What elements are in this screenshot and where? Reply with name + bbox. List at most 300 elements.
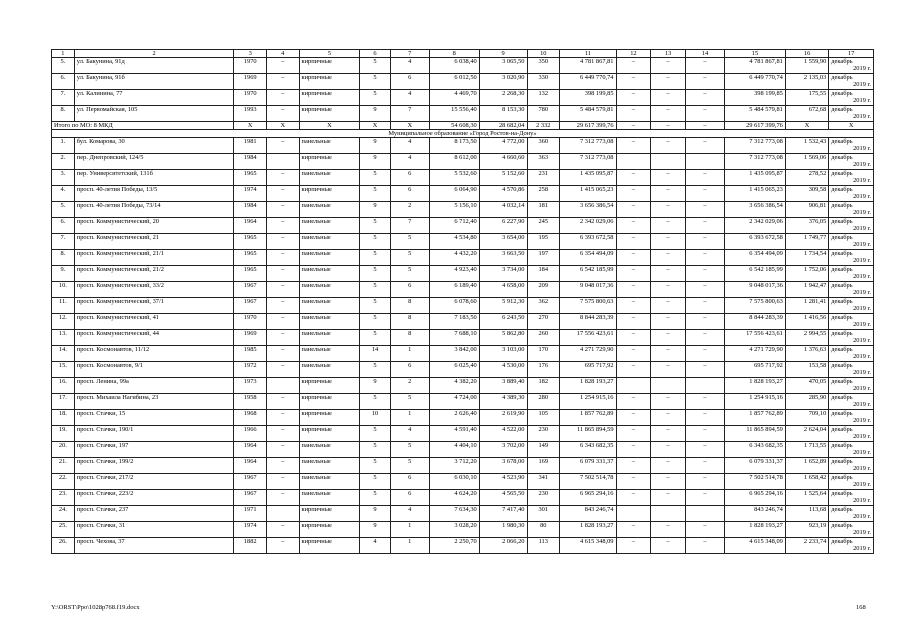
address-cell: просп. Космонавтов, 11/12 <box>74 346 234 362</box>
repair-cost-cell: 17 556 423,61 <box>560 330 616 346</box>
repair-cost-cell: 6 354 494,09 <box>560 250 616 266</box>
unit-cost-cell: 1 942,47 <box>785 282 828 298</box>
col4-cell: – <box>266 522 299 538</box>
col4-cell <box>266 154 299 170</box>
total-area-cell: 4 534,80 <box>429 234 479 250</box>
wall-material-cell: кирпичные <box>299 522 360 538</box>
year-cell: 1965 <box>234 170 267 186</box>
entrances-cell: 4 <box>390 506 429 522</box>
unit-cost-cell: 285,90 <box>785 394 828 410</box>
footer-file-path: Y:\ORST\Ppo\1028p768.f19.docx <box>51 604 140 611</box>
floors-cell: 5 <box>360 234 390 250</box>
col13-cell: – <box>651 314 686 330</box>
repair-cost-cell: 4 271 729,90 <box>560 346 616 362</box>
col4-cell: – <box>266 458 299 474</box>
row-number-cell: 24. <box>52 506 75 522</box>
col4-cell: – <box>266 234 299 250</box>
year-cell: 1964 <box>234 458 267 474</box>
deadline-cell: декабрь 2019 г. <box>829 490 874 506</box>
row-number-cell: 5. <box>52 202 75 218</box>
address-cell: просп. Стачки, 223/2 <box>74 490 234 506</box>
address-cell: ул. Бакунина, 91д <box>74 58 234 74</box>
wall-material-cell: панельные <box>299 330 360 346</box>
address-cell: просп. Коммунистический, 37/1 <box>74 298 234 314</box>
col4-cell: – <box>266 330 299 346</box>
wall-material-cell: панельные <box>299 442 360 458</box>
living-area-cell: 4 530,00 <box>479 362 527 378</box>
entrances-cell: 7 <box>390 218 429 234</box>
total-cost-cell: 7 502 514,78 <box>725 474 786 490</box>
entrances-cell: 6 <box>390 362 429 378</box>
deadline-cell: декабрь 2019 г. <box>829 314 874 330</box>
col12-cell: – <box>616 362 651 378</box>
floors-cell: 5 <box>360 490 390 506</box>
deadline-cell: декабрь 2019 г. <box>829 266 874 282</box>
unit-cost-cell: 376,05 <box>785 218 828 234</box>
residents-cell: 182 <box>527 378 560 394</box>
wall-material-cell: панельные <box>299 298 360 314</box>
deadline-cell: декабрь 2019 г. <box>829 506 874 522</box>
col13-cell: – <box>651 58 686 74</box>
total-area-cell: 7 183,50 <box>429 314 479 330</box>
address-cell: просп. Коммунистический, 41 <box>74 314 234 330</box>
floors-cell: 5 <box>360 314 390 330</box>
deadline-cell: декабрь 2019 г. <box>829 90 874 106</box>
wall-material-cell: панельные <box>299 346 360 362</box>
entrances-cell: 6 <box>390 490 429 506</box>
col12-cell: – <box>616 186 651 202</box>
entrances-cell: 1 <box>390 410 429 426</box>
year-cell: 1966 <box>234 426 267 442</box>
year-cell: 1973 <box>234 378 267 394</box>
floors-cell: 14 <box>360 346 390 362</box>
col12-cell: – <box>616 250 651 266</box>
floors-cell: 9 <box>360 138 390 154</box>
unit-cost-cell: 1 658,42 <box>785 474 828 490</box>
col12-cell: – <box>616 282 651 298</box>
living-area-cell: 5 862,80 <box>479 330 527 346</box>
repair-cost-cell: 6 343 682,35 <box>560 442 616 458</box>
entrances-cell: 4 <box>390 58 429 74</box>
table-row <box>52 90 874 106</box>
residents-cell: 360 <box>527 138 560 154</box>
col12-cell: – <box>616 266 651 282</box>
total-cost-cell: 7 575 800,63 <box>725 298 786 314</box>
residents-cell: 80 <box>527 522 560 538</box>
floors-cell: 9 <box>360 522 390 538</box>
col13-cell <box>651 378 686 394</box>
row-number-cell: 17. <box>52 394 75 410</box>
repair-cost-cell: 1 828 193,27 <box>560 522 616 538</box>
entrances-cell: 8 <box>390 298 429 314</box>
deadline-cell: декабрь 2019 г. <box>829 138 874 154</box>
col14-cell <box>685 154 724 170</box>
col12-cell: – <box>616 426 651 442</box>
table-row <box>52 266 874 282</box>
address-cell: просп. 40-летия Победы, 13/5 <box>74 186 234 202</box>
entrances-cell: 2 <box>390 202 429 218</box>
floors-cell: 5 <box>360 298 390 314</box>
floors-cell: 5 <box>360 58 390 74</box>
total-cost-cell: 2 342 029,06 <box>725 218 786 234</box>
col14-cell: – <box>685 426 724 442</box>
repair-cost-cell: 695 717,92 <box>560 362 616 378</box>
total-area-cell: 8 173,50 <box>429 138 479 154</box>
wall-material-cell: кирпичные <box>299 186 360 202</box>
year-cell: 1974 <box>234 522 267 538</box>
total-cost-cell: 6 449 770,74 <box>725 74 786 90</box>
row-number-cell: 21. <box>52 458 75 474</box>
entrances-cell: 6 <box>390 170 429 186</box>
table-row <box>52 74 874 90</box>
address-cell: просп. Стачки, 190/1 <box>74 426 234 442</box>
table-row <box>52 506 874 522</box>
col-num-cell: 14 <box>685 50 724 58</box>
floors-cell: 5 <box>360 474 390 490</box>
year-cell: 1984 <box>234 202 267 218</box>
total-cost-cell: 7 312 773,08 <box>725 154 786 170</box>
total-cost-cell: 6 354 494,09 <box>725 250 786 266</box>
entrances-cell: 5 <box>390 394 429 410</box>
section-title-row <box>52 130 874 138</box>
residents-cell: 181 <box>527 202 560 218</box>
table-row <box>52 154 874 170</box>
col12-cell: – <box>616 394 651 410</box>
year-cell: 1969 <box>234 330 267 346</box>
total-cost-cell: 8 844 283,39 <box>725 314 786 330</box>
year-cell: 1967 <box>234 474 267 490</box>
floors-cell: 5 <box>360 426 390 442</box>
entrances-cell: 1 <box>390 346 429 362</box>
total-c12-cell: – <box>616 122 651 130</box>
row-number-cell: 5. <box>52 58 75 74</box>
deadline-cell: декабрь 2019 г. <box>829 186 874 202</box>
col14-cell: – <box>685 170 724 186</box>
col14-cell <box>685 506 724 522</box>
year-cell: 1967 <box>234 282 267 298</box>
residents-cell: 245 <box>527 218 560 234</box>
col13-cell: – <box>651 186 686 202</box>
row-number-cell: 4. <box>52 186 75 202</box>
deadline-cell: декабрь 2019 г. <box>829 458 874 474</box>
total-area-cell: 6 038,40 <box>429 58 479 74</box>
residents-cell: 113 <box>527 538 560 554</box>
residents-cell: 230 <box>527 426 560 442</box>
living-area-cell: 2 619,90 <box>479 410 527 426</box>
residents-cell: 170 <box>527 346 560 362</box>
total-residents-cell: 2 332 <box>527 122 560 130</box>
year-cell: 1964 <box>234 442 267 458</box>
col-num-cell: 9 <box>479 50 527 58</box>
col14-cell: – <box>685 250 724 266</box>
col14-cell: – <box>685 90 724 106</box>
total-label-cell: Итого по МО: 8 МКД <box>52 122 234 130</box>
col4-cell: – <box>266 426 299 442</box>
year-cell: 1965 <box>234 250 267 266</box>
col-num-cell: 2 <box>74 50 234 58</box>
total-cost-cell: 17 556 423,61 <box>725 330 786 346</box>
table-row <box>52 234 874 250</box>
col4-cell: – <box>266 314 299 330</box>
section-title: Муниципальное образование «Город Ростов-на-Дону» <box>52 130 874 138</box>
year-cell: 1970 <box>234 314 267 330</box>
entrances-cell: 4 <box>390 138 429 154</box>
col13-cell: – <box>651 266 686 282</box>
unit-cost-cell: 2 135,03 <box>785 74 828 90</box>
col12-cell: – <box>616 410 651 426</box>
col13-cell: – <box>651 90 686 106</box>
living-area-cell: 3 663,50 <box>479 250 527 266</box>
living-area-cell: 7 417,40 <box>479 506 527 522</box>
total-area-cell: 6 030,10 <box>429 474 479 490</box>
total-cost-cell: 1 435 095,87 <box>725 170 786 186</box>
repair-cost-cell: 6 449 770,74 <box>560 74 616 90</box>
year-cell: 1968 <box>234 410 267 426</box>
total-c6-cell: X <box>360 122 390 130</box>
total-area-cell: 5 532,60 <box>429 170 479 186</box>
col13-cell: – <box>651 410 686 426</box>
residents-cell: 209 <box>527 282 560 298</box>
entrances-cell: 1 <box>390 522 429 538</box>
address-cell: просп. Коммунистический, 44 <box>74 330 234 346</box>
row-number-cell: 8. <box>52 250 75 266</box>
year-cell: 1964 <box>234 218 267 234</box>
unit-cost-cell: 113,68 <box>785 506 828 522</box>
col12-cell: – <box>616 474 651 490</box>
col4-cell: – <box>266 298 299 314</box>
col14-cell: – <box>685 330 724 346</box>
year-cell: 1965 <box>234 266 267 282</box>
col-num-cell: 11 <box>560 50 616 58</box>
col12-cell: – <box>616 442 651 458</box>
col-num-cell: 10 <box>527 50 560 58</box>
col13-cell: – <box>651 394 686 410</box>
col14-cell: – <box>685 346 724 362</box>
entrances-cell: 5 <box>390 442 429 458</box>
col12-cell: – <box>616 74 651 90</box>
column-number-row <box>52 50 874 58</box>
col4-cell: – <box>266 106 299 122</box>
repair-cost-cell: 5 484 579,81 <box>560 106 616 122</box>
total-area-cell: 4 724,00 <box>429 394 479 410</box>
year-cell: 1967 <box>234 490 267 506</box>
residents-cell: 169 <box>527 458 560 474</box>
residents-cell: 330 <box>527 74 560 90</box>
wall-material-cell: панельные <box>299 218 360 234</box>
repair-cost-cell: 1 857 762,89 <box>560 410 616 426</box>
deadline-cell: декабрь 2019 г. <box>829 346 874 362</box>
col4-cell: – <box>266 410 299 426</box>
living-area-cell: 4 032,14 <box>479 202 527 218</box>
year-cell: 1985 <box>234 346 267 362</box>
address-cell: просп. Ленина, 99а <box>74 378 234 394</box>
total-cost-cell: 7 312 773,08 <box>725 138 786 154</box>
year-cell: 1981 <box>234 138 267 154</box>
address-cell: пер. Днепровский, 124/5 <box>74 154 234 170</box>
col13-cell: – <box>651 458 686 474</box>
year-cell: 1958 <box>234 394 267 410</box>
col4-cell: – <box>266 282 299 298</box>
col14-cell: – <box>685 298 724 314</box>
deadline-cell: декабрь 2019 г. <box>829 522 874 538</box>
col12-cell: – <box>616 106 651 122</box>
wall-material-cell: кирпичные <box>299 394 360 410</box>
total-due-cell: X <box>829 122 874 130</box>
col13-cell: – <box>651 218 686 234</box>
col12-cell: – <box>616 58 651 74</box>
floors-cell: 5 <box>360 442 390 458</box>
repair-cost-cell: 2 342 029,06 <box>560 218 616 234</box>
col13-cell: – <box>651 74 686 90</box>
living-area-cell: 3 654,00 <box>479 234 527 250</box>
col4-cell: – <box>266 90 299 106</box>
row-number-cell: 20. <box>52 442 75 458</box>
year-cell: 1965 <box>234 234 267 250</box>
unit-cost-cell: 278,52 <box>785 170 828 186</box>
residents-cell: 341 <box>527 474 560 490</box>
col13-cell: – <box>651 106 686 122</box>
col13-cell: – <box>651 234 686 250</box>
col4-cell: – <box>266 266 299 282</box>
footer-page-number: 168 <box>856 604 866 611</box>
table-row <box>52 474 874 490</box>
total-area-cell: 4 923,40 <box>429 266 479 282</box>
total-unit-cell: X <box>785 122 828 130</box>
col12-cell: – <box>616 170 651 186</box>
deadline-cell: декабрь 2019 г. <box>829 426 874 442</box>
wall-material-cell: кирпичные <box>299 74 360 90</box>
table-row <box>52 186 874 202</box>
repair-cost-cell: 4 781 867,81 <box>560 58 616 74</box>
repair-cost-cell: 4 615 348,09 <box>560 538 616 554</box>
deadline-cell: декабрь 2019 г. <box>829 74 874 90</box>
residents-cell: 350 <box>527 58 560 74</box>
repair-cost-cell: 6 965 294,16 <box>560 490 616 506</box>
repair-cost-cell: 9 048 017,36 <box>560 282 616 298</box>
year-cell: 1970 <box>234 90 267 106</box>
entrances-cell: 5 <box>390 458 429 474</box>
total-cost-cell: 5 484 579,81 <box>725 106 786 122</box>
col13-cell: – <box>651 250 686 266</box>
total-cost-cell: 4 271 729,90 <box>725 346 786 362</box>
table-row <box>52 330 874 346</box>
living-area-cell: 4 660,60 <box>479 154 527 170</box>
residents-cell: 105 <box>527 410 560 426</box>
floors-cell: 5 <box>360 250 390 266</box>
col4-cell: – <box>266 474 299 490</box>
total-cost-cell: 398 199,85 <box>725 90 786 106</box>
unit-cost-cell: 672,68 <box>785 106 828 122</box>
col4-cell: – <box>266 170 299 186</box>
residents-cell: 301 <box>527 506 560 522</box>
entrances-cell: 7 <box>390 106 429 122</box>
living-area-cell: 6 227,90 <box>479 218 527 234</box>
table-row <box>52 314 874 330</box>
total-area-cell: 2 250,70 <box>429 538 479 554</box>
residents-cell: 149 <box>527 442 560 458</box>
col14-cell: – <box>685 282 724 298</box>
year-cell: 1970 <box>234 58 267 74</box>
col13-cell: – <box>651 282 686 298</box>
address-cell: просп. Стачки, 199/2 <box>74 458 234 474</box>
floors-cell: 5 <box>360 394 390 410</box>
col-num-cell: 7 <box>390 50 429 58</box>
table-row <box>52 346 874 362</box>
wall-material-cell: панельные <box>299 170 360 186</box>
col12-cell <box>616 154 651 170</box>
residents-cell: 270 <box>527 314 560 330</box>
wall-material-cell: панельные <box>299 282 360 298</box>
repair-cost-cell: 1 415 065,23 <box>560 186 616 202</box>
unit-cost-cell: 175,55 <box>785 90 828 106</box>
deadline-cell: декабрь 2019 г. <box>829 474 874 490</box>
wall-material-cell: панельные <box>299 234 360 250</box>
floors-cell: 5 <box>360 330 390 346</box>
total-area-cell: 4 469,70 <box>429 90 479 106</box>
total-cost-cell: 6 542 185,99 <box>725 266 786 282</box>
total-area-cell: 54 608,30 <box>429 122 479 130</box>
floors-cell: 9 <box>360 154 390 170</box>
entrances-cell: 6 <box>390 74 429 90</box>
address-cell: просп. Стачки, 15 <box>74 410 234 426</box>
repair-cost-cell: 1 254 915,16 <box>560 394 616 410</box>
wall-material-cell: панельные <box>299 458 360 474</box>
row-number-cell: 18. <box>52 410 75 426</box>
col14-cell: – <box>685 202 724 218</box>
total-cost-cell: 6 965 294,16 <box>725 490 786 506</box>
deadline-cell: декабрь 2019 г. <box>829 170 874 186</box>
floors-cell: 9 <box>360 378 390 394</box>
wall-material-cell: панельные <box>299 250 360 266</box>
col12-cell: – <box>616 218 651 234</box>
residents-cell: 363 <box>527 154 560 170</box>
total-c14-cell: – <box>685 122 724 130</box>
floors-cell: 10 <box>360 410 390 426</box>
table-row <box>52 298 874 314</box>
unit-cost-cell: 709,10 <box>785 410 828 426</box>
wall-material-cell: панельные <box>299 490 360 506</box>
table-row <box>52 442 874 458</box>
living-area-cell: 3 734,00 <box>479 266 527 282</box>
col13-cell: – <box>651 138 686 154</box>
year-cell: 1984 <box>234 154 267 170</box>
total-c13-cell: – <box>651 122 686 130</box>
unit-cost-cell: 2 624,04 <box>785 426 828 442</box>
col-num-cell: 8 <box>429 50 479 58</box>
col12-cell: – <box>616 490 651 506</box>
unit-cost-cell: 1 416,56 <box>785 314 828 330</box>
col14-cell: – <box>685 74 724 90</box>
col-num-cell: 4 <box>266 50 299 58</box>
floors-cell: 5 <box>360 90 390 106</box>
living-area-cell: 4 523,90 <box>479 474 527 490</box>
total-living-area-cell: 28 682,04 <box>479 122 527 130</box>
col14-cell: – <box>685 538 724 554</box>
year-cell: 1967 <box>234 298 267 314</box>
entrances-cell: 2 <box>390 378 429 394</box>
unit-cost-cell: 2 233,74 <box>785 538 828 554</box>
col12-cell: – <box>616 538 651 554</box>
wall-material-cell: кирпичные <box>299 90 360 106</box>
col12-cell: – <box>616 458 651 474</box>
col4-cell: – <box>266 394 299 410</box>
floors-cell: 5 <box>360 186 390 202</box>
col14-cell: – <box>685 458 724 474</box>
address-cell: просп. Коммунистический, 21 <box>74 234 234 250</box>
total-area-cell: 6 078,60 <box>429 298 479 314</box>
repair-cost-cell: 7 312 773,08 <box>560 154 616 170</box>
row-number-cell: 10. <box>52 282 75 298</box>
